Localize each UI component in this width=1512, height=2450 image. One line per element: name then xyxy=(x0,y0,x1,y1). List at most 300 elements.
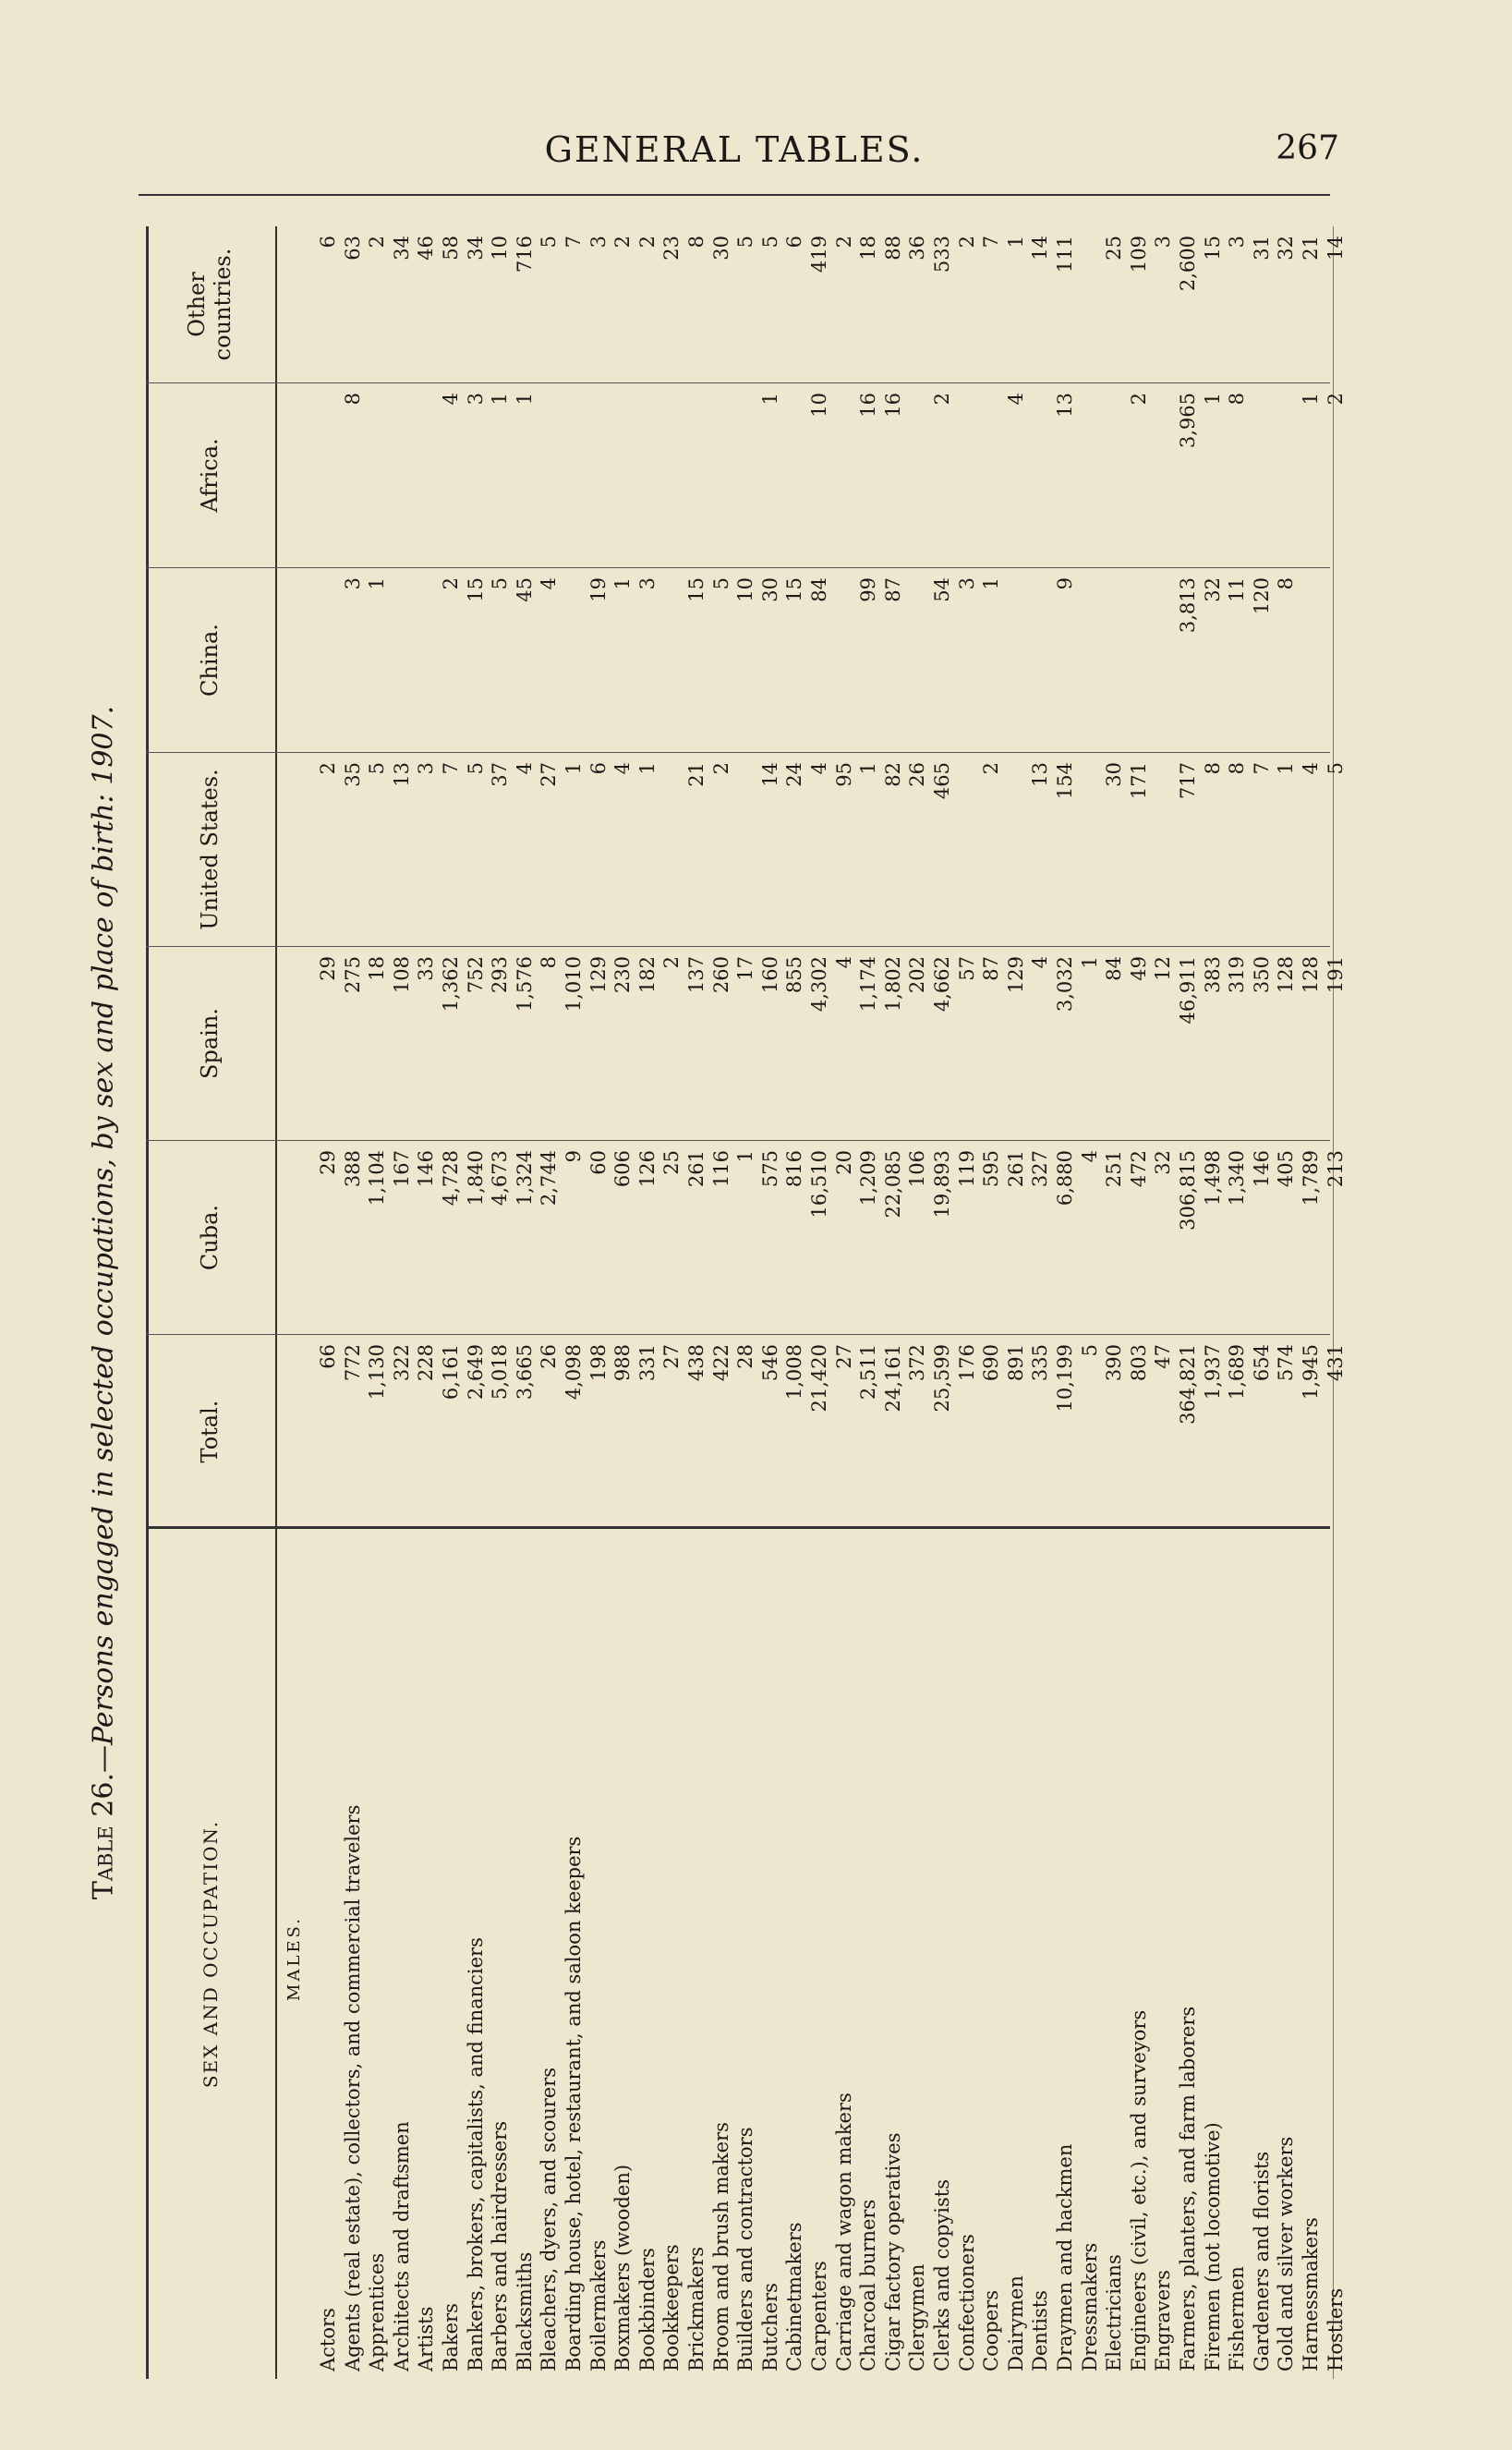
value-cell-spain: 18 xyxy=(366,956,389,981)
value-cell-total: 803 xyxy=(1127,1344,1150,1382)
value-cell-other: 716 xyxy=(513,236,536,273)
value-cell-cuba: 20 xyxy=(832,1150,855,1175)
value-cell-spain: 2 xyxy=(660,956,683,969)
value-cell-spain: 137 xyxy=(685,956,708,994)
table-row xyxy=(1299,226,1323,2379)
occupation-cell: Dressmakers xyxy=(1078,2242,1101,2371)
value-cell-spain: 128 xyxy=(1300,956,1322,994)
value-cell-spain: 855 xyxy=(783,956,806,994)
value-cell-china: 5 xyxy=(709,577,732,590)
value-cell-china: 10 xyxy=(734,577,757,602)
value-cell-cuba: 1,104 xyxy=(366,1150,389,1207)
value-cell-us: 6 xyxy=(587,762,610,775)
value-cell-total: 1,008 xyxy=(783,1344,806,1401)
value-cell-us: 35 xyxy=(341,762,364,787)
value-cell-us: 1 xyxy=(562,762,585,775)
value-cell-total: 364,821 xyxy=(1177,1344,1199,1425)
value-cell-africa xyxy=(1078,393,1102,559)
value-cell-spain: 49 xyxy=(1127,956,1150,981)
value-cell-spain: 108 xyxy=(390,956,413,994)
occupation-cell: Fishermen xyxy=(1226,2266,1249,2371)
table-caption xyxy=(88,706,120,1899)
value-cell-total: 25,599 xyxy=(931,1344,953,1413)
value-cell-africa xyxy=(316,393,340,559)
value-cell-other: 23 xyxy=(660,236,683,261)
value-cell-us: 30 xyxy=(1103,762,1126,787)
value-cell-other: 2 xyxy=(832,236,855,249)
value-cell-china xyxy=(1028,577,1052,744)
table-row xyxy=(537,226,561,2379)
occupation-cell: Clergymen xyxy=(906,2263,929,2371)
value-cell-china xyxy=(1299,577,1323,744)
table-row xyxy=(1201,226,1225,2379)
value-cell-spain: 128 xyxy=(1275,956,1298,994)
table-row xyxy=(1225,226,1249,2379)
value-cell-other: 7 xyxy=(980,236,1003,249)
value-cell-cuba: 16,510 xyxy=(808,1150,830,1219)
value-cell-africa: 8 xyxy=(341,393,364,406)
table-row xyxy=(856,226,880,2379)
table-row xyxy=(414,226,438,2379)
table-row xyxy=(881,226,905,2379)
value-cell-cuba: 119 xyxy=(955,1150,978,1188)
occupation-cell: Builders and contractors xyxy=(734,2127,757,2371)
table-row xyxy=(930,226,954,2379)
value-cell-china xyxy=(1004,577,1028,744)
table-row xyxy=(832,226,856,2379)
value-cell-spain: 319 xyxy=(1226,956,1249,994)
value-cell-us: 21 xyxy=(685,762,708,787)
value-cell-china: 3 xyxy=(635,577,659,590)
value-cell-other: 88 xyxy=(881,236,904,261)
value-cell-africa: 1 xyxy=(1201,393,1224,406)
value-cell-total: 322 xyxy=(390,1344,413,1382)
value-cell-cuba: 116 xyxy=(709,1150,732,1188)
value-cell-spain: 33 xyxy=(415,956,438,981)
value-cell-total: 1,937 xyxy=(1201,1344,1224,1401)
value-cell-other: 1 xyxy=(1004,236,1027,249)
value-cell-other: 5 xyxy=(734,236,757,249)
value-cell-china: 45 xyxy=(513,577,536,602)
value-cell-us: 1 xyxy=(857,762,880,775)
value-cell-other: 5 xyxy=(538,236,561,249)
value-cell-us xyxy=(1004,762,1028,938)
value-cell-cuba: 388 xyxy=(341,1150,364,1188)
value-cell-spain: 8 xyxy=(538,956,561,969)
occupation-cell: Harnessmakers xyxy=(1300,2217,1322,2371)
value-cell-spain: 160 xyxy=(758,956,781,994)
value-cell-cuba: 146 xyxy=(1250,1150,1273,1188)
value-cell-cuba: 816 xyxy=(783,1150,806,1188)
value-cell-cuba: 405 xyxy=(1275,1150,1298,1188)
value-cell-africa: 4 xyxy=(440,393,462,406)
value-cell-cuba: 606 xyxy=(611,1150,635,1188)
value-cell-total: 26 xyxy=(538,1344,561,1369)
value-cell-cuba: 595 xyxy=(980,1150,1003,1188)
value-cell-other: 111 xyxy=(1054,236,1076,273)
value-cell-spain: 29 xyxy=(317,956,339,981)
value-cell-cuba: 261 xyxy=(1004,1150,1027,1188)
value-cell-cuba: 22,085 xyxy=(881,1150,904,1219)
value-cell-cuba: 60 xyxy=(587,1150,610,1175)
value-cell-total: 422 xyxy=(709,1344,732,1382)
value-cell-other: 419 xyxy=(808,236,830,273)
value-cell-china xyxy=(390,577,414,744)
header-united-states: United States. xyxy=(146,753,275,947)
value-cell-us: 2 xyxy=(709,762,732,775)
value-cell-us: 8 xyxy=(1201,762,1224,775)
value-cell-total: 66 xyxy=(317,1344,339,1369)
value-cell-us: 26 xyxy=(906,762,929,787)
table-row xyxy=(1176,226,1200,2379)
value-cell-total: 372 xyxy=(906,1344,929,1382)
value-cell-cuba: 1,789 xyxy=(1300,1150,1322,1207)
occupation-cell: Confectioners xyxy=(955,2234,978,2371)
value-cell-cuba: 167 xyxy=(390,1150,413,1188)
value-cell-africa: 3,965 xyxy=(1177,393,1199,449)
value-cell-africa xyxy=(390,393,414,559)
value-cell-spain: 129 xyxy=(587,956,610,994)
value-cell-spain: 293 xyxy=(489,956,512,994)
table-row xyxy=(488,226,512,2379)
table-header xyxy=(146,226,277,2379)
table-caption-area xyxy=(74,226,133,2379)
value-cell-africa: 13 xyxy=(1054,393,1076,418)
value-cell-spain: 1,362 xyxy=(440,956,462,1013)
value-cell-other: 109 xyxy=(1127,236,1150,273)
value-cell-total: 5,018 xyxy=(489,1344,512,1401)
page-number: 267 xyxy=(1276,129,1339,167)
value-cell-china: 87 xyxy=(881,577,904,602)
value-cell-us: 1 xyxy=(635,762,659,775)
table-row xyxy=(807,226,831,2379)
table-row xyxy=(365,226,389,2379)
value-cell-china xyxy=(1324,577,1348,744)
value-cell-cuba: 306,815 xyxy=(1177,1150,1199,1231)
occupation-cell: Boilermakers xyxy=(587,2239,610,2371)
value-cell-cuba: 19,893 xyxy=(931,1150,953,1219)
value-cell-us: 7 xyxy=(440,762,462,775)
value-cell-spain: 17 xyxy=(734,956,757,981)
value-cell-china: 4 xyxy=(538,577,561,590)
table-row xyxy=(709,226,733,2379)
value-cell-spain: 260 xyxy=(709,956,732,994)
value-cell-cuba: 1 xyxy=(734,1150,757,1163)
value-cell-us: 24 xyxy=(783,762,806,787)
value-cell-africa: 1 xyxy=(758,393,781,406)
value-cell-china xyxy=(316,577,340,744)
value-cell-other: 36 xyxy=(906,236,929,261)
table-row xyxy=(979,226,1003,2379)
occupation-cell: Butchers xyxy=(758,2283,781,2371)
value-cell-spain: 1,576 xyxy=(513,956,536,1013)
value-cell-other: 21 xyxy=(1300,236,1322,261)
value-cell-total: 1,945 xyxy=(1300,1344,1322,1401)
value-cell-us: 37 xyxy=(489,762,512,787)
table-row xyxy=(1078,226,1102,2379)
value-cell-africa xyxy=(979,393,1003,559)
occupation-cell: Gardeners and florists xyxy=(1250,2151,1273,2371)
value-cell-total: 3,665 xyxy=(513,1344,536,1401)
value-cell-africa: 10 xyxy=(808,393,830,418)
table-row xyxy=(562,226,586,2379)
value-cell-us: 8 xyxy=(1226,762,1249,775)
occupation-cell: Draymen and hackmen xyxy=(1054,2143,1076,2371)
value-cell-total: 438 xyxy=(685,1344,708,1382)
value-cell-total: 27 xyxy=(660,1344,683,1369)
value-cell-other: 533 xyxy=(931,236,953,273)
value-cell-spain: 230 xyxy=(611,956,635,994)
occupation-cell: Barbers and hairdressers xyxy=(489,2120,512,2371)
value-cell-us: 465 xyxy=(931,762,953,800)
value-cell-spain: 350 xyxy=(1250,956,1273,994)
value-cell-cuba: 575 xyxy=(758,1150,781,1188)
header-africa: Africa. xyxy=(146,383,275,568)
value-cell-china xyxy=(659,577,683,744)
value-cell-africa xyxy=(611,393,635,559)
value-cell-cuba: 1,840 xyxy=(464,1150,487,1207)
value-cell-other: 2 xyxy=(611,236,635,249)
occupation-cell: Cigar factory operatives xyxy=(881,2132,904,2371)
value-cell-cuba: 1,209 xyxy=(857,1150,880,1207)
value-cell-china: 19 xyxy=(587,577,610,602)
occupation-cell: Bakers xyxy=(440,2303,462,2371)
value-cell-total: 546 xyxy=(758,1344,781,1382)
value-cell-other: 5 xyxy=(758,236,781,249)
value-cell-cuba: 9 xyxy=(562,1150,585,1163)
value-cell-us: 14 xyxy=(758,762,781,787)
occupation-cell: Broom and brush makers xyxy=(709,2122,732,2371)
value-cell-africa: 16 xyxy=(857,393,880,418)
running-title: GENERAL TABLES. xyxy=(544,129,925,170)
value-cell-spain: 275 xyxy=(341,956,364,994)
value-cell-other: 58 xyxy=(440,236,462,261)
value-cell-china: 3 xyxy=(341,577,364,590)
header-other-countries: Other countries. xyxy=(146,226,275,383)
occupation-cell: Bankers, brokers, capitalists, and financiers xyxy=(464,1937,487,2371)
value-cell-spain: 84 xyxy=(1103,956,1126,981)
table-row xyxy=(513,226,537,2379)
value-cell-spain: 202 xyxy=(906,956,929,994)
occupation-cell: Charcoal burners xyxy=(857,2199,880,2371)
value-cell-spain: 1 xyxy=(1078,956,1101,969)
value-cell-total: 47 xyxy=(1152,1344,1175,1369)
header-cuba: Cuba. xyxy=(146,1141,275,1335)
value-cell-africa xyxy=(782,393,806,559)
value-cell-africa: 8 xyxy=(1226,393,1249,406)
value-cell-total: 176 xyxy=(955,1344,978,1382)
value-cell-africa: 1 xyxy=(1300,393,1322,406)
value-cell-total: 5 xyxy=(1078,1344,1101,1357)
value-cell-other: 7 xyxy=(562,236,585,249)
value-cell-other: 34 xyxy=(464,236,487,261)
value-cell-africa xyxy=(537,393,561,559)
value-cell-spain: 57 xyxy=(955,956,978,981)
table-row xyxy=(464,226,488,2379)
table-description: —Persons engaged in selected occupations, by sex and place of birth: 1907. xyxy=(87,705,120,1774)
occupation-cell: Bookkeepers xyxy=(660,2244,683,2371)
value-cell-africa xyxy=(733,393,757,559)
occupation-cell: Boxmakers (wooden) xyxy=(611,2164,635,2371)
value-cell-other: 63 xyxy=(341,236,364,261)
page-header xyxy=(129,129,1339,185)
value-cell-cuba: 106 xyxy=(906,1150,929,1188)
value-cell-africa: 1 xyxy=(489,393,512,406)
occupation-cell: Firemen (not locomotive) xyxy=(1201,2122,1224,2371)
value-cell-spain: 3,032 xyxy=(1054,956,1076,1013)
value-cell-china: 15 xyxy=(464,577,487,602)
table-row xyxy=(611,226,635,2379)
occupation-cell: Gold and silver workers xyxy=(1275,2136,1298,2371)
value-cell-us: 5 xyxy=(1324,762,1347,775)
value-cell-cuba: 146 xyxy=(415,1150,438,1188)
value-cell-cuba: 25 xyxy=(660,1150,683,1175)
value-cell-total: 772 xyxy=(341,1344,364,1382)
table-row xyxy=(1102,226,1126,2379)
value-cell-africa: 4 xyxy=(1004,393,1027,406)
value-cell-spain: 191 xyxy=(1324,956,1347,994)
value-cell-africa xyxy=(365,393,389,559)
value-cell-total: 574 xyxy=(1275,1344,1298,1382)
value-cell-us: 4 xyxy=(513,762,536,775)
value-cell-africa xyxy=(905,393,929,559)
value-cell-cuba: 251 xyxy=(1103,1150,1126,1188)
table-row xyxy=(1250,226,1274,2379)
value-cell-other: 10 xyxy=(489,236,512,261)
value-cell-total: 10,199 xyxy=(1054,1344,1076,1413)
value-cell-spain: 182 xyxy=(635,956,659,994)
value-cell-china: 30 xyxy=(758,577,781,602)
value-cell-china: 3,813 xyxy=(1177,577,1199,634)
value-cell-other: 14 xyxy=(1324,236,1347,261)
value-cell-cuba: 1,324 xyxy=(513,1150,536,1207)
value-cell-total: 27 xyxy=(832,1344,855,1369)
value-cell-china: 84 xyxy=(808,577,830,602)
table-row xyxy=(1127,226,1151,2379)
value-cell-africa xyxy=(414,393,438,559)
value-cell-china: 8 xyxy=(1275,577,1298,590)
value-cell-total: 335 xyxy=(1029,1344,1052,1382)
value-cell-spain: 46,911 xyxy=(1177,956,1199,1025)
value-cell-cuba: 1,498 xyxy=(1201,1150,1224,1207)
header-occupation: SEX AND OCCUPATION. xyxy=(199,1819,222,2089)
value-cell-us xyxy=(955,762,979,938)
value-cell-africa: 3 xyxy=(464,393,487,406)
value-cell-total: 24,161 xyxy=(881,1344,904,1413)
value-cell-other: 6 xyxy=(783,236,806,249)
occupation-cell: Actors xyxy=(317,2308,339,2371)
value-cell-cuba: 4,673 xyxy=(489,1150,512,1207)
value-cell-africa xyxy=(684,393,708,559)
occupation-cell: Carpenters xyxy=(808,2261,830,2371)
value-cell-spain: 1,174 xyxy=(857,956,880,1013)
value-cell-us: 7 xyxy=(1250,762,1273,775)
table-row xyxy=(635,226,659,2379)
value-cell-china xyxy=(1151,577,1175,744)
value-cell-other xyxy=(1078,236,1102,374)
table-row xyxy=(1004,226,1028,2379)
value-cell-other: 2 xyxy=(366,236,389,249)
value-cell-total: 331 xyxy=(635,1344,659,1382)
value-cell-cuba: 1,340 xyxy=(1226,1150,1249,1207)
value-cell-china: 1 xyxy=(611,577,635,590)
table-row xyxy=(1324,226,1348,2379)
value-cell-other: 14 xyxy=(1029,236,1052,261)
table-row xyxy=(439,226,463,2379)
value-cell-other: 30 xyxy=(709,236,732,261)
value-cell-us xyxy=(1078,762,1102,938)
value-cell-other: 46 xyxy=(415,236,438,261)
value-cell-cuba: 261 xyxy=(685,1150,708,1188)
table-row xyxy=(905,226,929,2379)
value-cell-other: 32 xyxy=(1275,236,1298,261)
value-cell-spain: 752 xyxy=(464,956,487,994)
occupation-cell: Electricians xyxy=(1103,2254,1126,2371)
value-cell-other: 8 xyxy=(685,236,708,249)
value-cell-spain: 1,802 xyxy=(881,956,904,1013)
value-cell-total: 431 xyxy=(1324,1344,1347,1382)
occupation-cell: Dairymen xyxy=(1004,2275,1027,2371)
value-cell-spain: 87 xyxy=(980,956,1003,981)
value-cell-us xyxy=(733,762,757,938)
occupation-cell: Agents (real estate), collectors, and commercial travelers xyxy=(341,1804,364,2371)
value-cell-africa xyxy=(1274,393,1298,559)
header-total: Total. xyxy=(146,1335,275,1529)
occupation-cell: Cabinetmakers xyxy=(783,2222,806,2371)
table-row xyxy=(316,226,340,2379)
value-cell-spain: 383 xyxy=(1201,956,1224,994)
table-row xyxy=(955,226,979,2379)
value-cell-total: 690 xyxy=(980,1344,1003,1382)
value-cell-africa xyxy=(659,393,683,559)
value-cell-africa: 2 xyxy=(1127,393,1150,406)
table-row xyxy=(684,226,708,2379)
table-row xyxy=(1274,226,1298,2379)
value-cell-total: 988 xyxy=(611,1344,635,1382)
value-cell-us: 154 xyxy=(1054,762,1076,800)
value-cell-spain: 4 xyxy=(832,956,855,969)
table-label: Table 26. xyxy=(87,1773,120,1900)
value-cell-china: 3 xyxy=(955,577,978,590)
value-cell-us: 4 xyxy=(611,762,635,775)
occupation-cell: Engineers (civil, etc.), and surveyors xyxy=(1127,2009,1150,2371)
value-cell-us xyxy=(1151,762,1175,938)
value-cell-china: 54 xyxy=(931,577,953,602)
occupation-cell: Bookbinders xyxy=(635,2248,659,2371)
value-cell-china: 1 xyxy=(980,577,1003,590)
header-china: China. xyxy=(146,568,275,753)
value-cell-cuba: 32 xyxy=(1152,1150,1175,1175)
value-cell-us: 82 xyxy=(881,762,904,787)
value-cell-cuba: 126 xyxy=(635,1150,659,1188)
value-cell-other: 31 xyxy=(1250,236,1273,261)
value-cell-us: 1 xyxy=(1275,762,1298,775)
value-cell-us: 717 xyxy=(1177,762,1199,800)
value-cell-total: 6,161 xyxy=(440,1344,462,1401)
value-cell-us: 2 xyxy=(980,762,1003,775)
header-spain: Spain. xyxy=(146,947,275,1141)
value-cell-cuba: 29 xyxy=(317,1150,339,1175)
table-row xyxy=(659,226,683,2379)
table-row xyxy=(1151,226,1175,2379)
value-cell-total: 28 xyxy=(734,1344,757,1369)
value-cell-us: 2 xyxy=(317,762,339,775)
occupation-cell: Boarding house, hotel, restaurant, and saloon keepers xyxy=(562,1836,585,2371)
value-cell-other: 3 xyxy=(1226,236,1249,249)
value-cell-other: 2 xyxy=(955,236,978,249)
occupation-cell: Coopers xyxy=(980,2289,1003,2371)
value-cell-total: 21,420 xyxy=(808,1344,830,1413)
